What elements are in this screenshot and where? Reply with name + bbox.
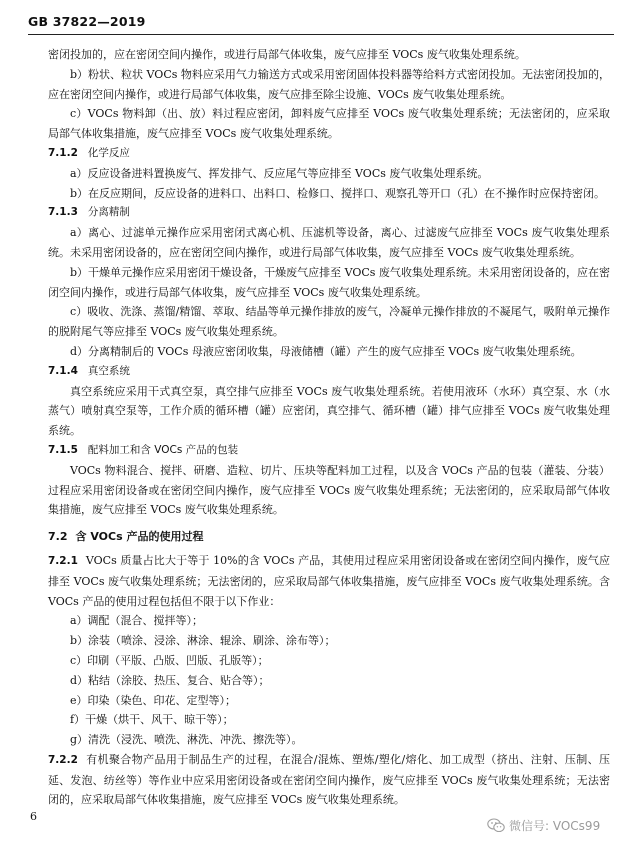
section-number: 7.1.3 (48, 206, 78, 219)
page-number: 6 (30, 810, 37, 823)
list-item: d）粘结（涂胶、热压、复合、贴合等）； (70, 673, 270, 687)
clause-number: 7.2.1 (48, 554, 78, 567)
paragraph: b）干燥单元操作应采用密闭干燥设备，干燥废气应排至 VOCs 废气收集处理系统。未采用密闭设备的，应在密闭空间内操作，或进行局部气体收集，废气应排至 VOCs 废气收集处理系统。 (48, 265, 610, 299)
numbered-paragraph (48, 551, 610, 611)
subsection-heading (48, 441, 610, 461)
subsection-heading (48, 362, 610, 382)
section-number: 7.2 (48, 530, 68, 544)
section-title: 真空系统 (87, 364, 130, 377)
header-rule (28, 34, 614, 35)
clause-text: VOCs 质量占比大于等于 10%的含 VOCs 产品，其使用过程应采用密闭设备或在密闭空间内操作，废气应排至 VOCs 废气收集处理系统；无法密闭的，应采取局部气体收集措施，废气应排至 VOCs 废气收集处理系统。含 VOCs 产品的使用过程包括但不限于以下作业： (48, 553, 610, 608)
watermark-text: 微信号: VOCs99 (509, 819, 601, 833)
section-title: 配料加工和含 VOCs 产品的包装 (87, 443, 239, 456)
subsection-heading (48, 203, 610, 223)
wechat-watermark (487, 817, 600, 834)
list-item: g）清洗（浸洗、喷洗、淋洗、冲洗、擦洗等）。 (70, 733, 303, 747)
paragraph-continuation: 密闭投加的，应在密闭空间内操作，或进行局部气体收集，废气应排至 VOCs 废气收集处理系统。 (48, 48, 526, 61)
wechat-icon (487, 818, 505, 833)
paragraph: c）吸收、洗涤、蒸馏/精馏、萃取、结晶等单元操作排放的废气，冷凝单元操作排放的不凝尾气，吸附单元操作的脱附尾气等应排至 VOCs 废气收集处理系统。 (48, 305, 610, 339)
subsection-heading (48, 144, 610, 164)
paragraph: a）反应设备进料置换废气、挥发排气、反应尾气等应排至 VOCs 废气收集处理系统。 (70, 166, 489, 180)
paragraph: VOCs 物料混合、搅拌、研磨、造粒、切片、压块等配料加工过程，以及含 VOCs 产品的包装（灌装、分装）过程应采用密闭设备或在密闭空间内操作，废气应排至 VOCs 废气收集处理系统；无法密闭的，应采取局部气体收集措施，废气应排至 VOCs 废气收集处理系统。 (48, 463, 610, 517)
section-title: 化学反应 (87, 146, 130, 159)
numbered-paragraph (48, 750, 610, 810)
paragraph: 真空系统应采用干式真空泵，真空排气应排至 VOCs 废气收集处理系统。若使用液环（水环）真空泵、水（水蒸气）喷射真空泵等，工作介质的循环槽（罐）应密闭，真空排气、循环槽（罐）排气应排至 VOCs 废气收集处理系统。 (48, 384, 610, 438)
paragraph: c）VOCs 物料卸（出、放）料过程应密闭，卸料废气应排至 VOCs 废气收集处理系统；无法密闭的，应采取局部气体收集措施，废气应排至 VOCs 废气收集处理系统。 (48, 107, 610, 141)
clause-text: 有机聚合物产品用于制品生产的过程，在混合/混炼、塑炼/塑化/熔化、加工成型（挤出、注射、压制、压延、发泡、纺丝等）等作业中应采用密闭设备或在密闭空间内操作，废气应排至 VOCs 废气收集处理系统；无法密闭的，应采取局部气体收集措施，废气应排至 VOCs 废气收集处理系统。 (48, 752, 610, 807)
section-number: 7.1.4 (48, 364, 78, 377)
section-title: 分离精制 (87, 206, 130, 219)
section-number: 7.1.5 (48, 443, 78, 456)
list-item: a）调配（混合、搅拌等）； (70, 614, 204, 628)
list-item: e）印染（染色、印花、定型等）； (70, 693, 237, 707)
paragraph: b）粉状、粒状 VOCs 物料应采用气力输送方式或采用密闭固体投料器等给料方式密闭投加。无法密闭投加的，应在密闭空间内操作，或进行局部气体收集，废气应排至除尘设施、VOCs 废气收集处理系统。 (48, 67, 610, 101)
section-heading (48, 527, 610, 547)
paragraph: b）在反应期间，反应设备的进料口、出料口、检修口、搅拌口、观察孔等开口（孔）在不操作时应保持密闭。 (70, 186, 606, 200)
paragraph: a）离心、过滤单元操作应采用密闭式离心机、压滤机等设备，离心、过滤废气应排至 VOCs 废气收集处理系统。未采用密闭设备的，应在密闭空间内操作，或进行局部气体收集，废气应排至 VOCs 废气收集处理系统。 (48, 226, 610, 259)
section-title: 含 VOCs 产品的使用过程 (75, 530, 204, 544)
clause-number: 7.2.2 (48, 753, 78, 766)
section-number: 7.1.2 (48, 146, 78, 159)
list-item: f）干燥（烘干、风干、晾干等）； (70, 713, 234, 727)
document-body (48, 45, 610, 810)
list-item: c）印刷（平版、凸版、凹版、孔版等）； (70, 653, 269, 667)
standard-number: GB 37822—2019 (28, 14, 146, 29)
list-item: b）涂装（喷涂、浸涂、淋涂、辊涂、刷涂、涂布等）； (70, 634, 336, 648)
paragraph: d）分离精制后的 VOCs 母液应密闭收集，母液储槽（罐）产生的废气应排至 VOCs 废气收集处理系统。 (70, 344, 582, 358)
